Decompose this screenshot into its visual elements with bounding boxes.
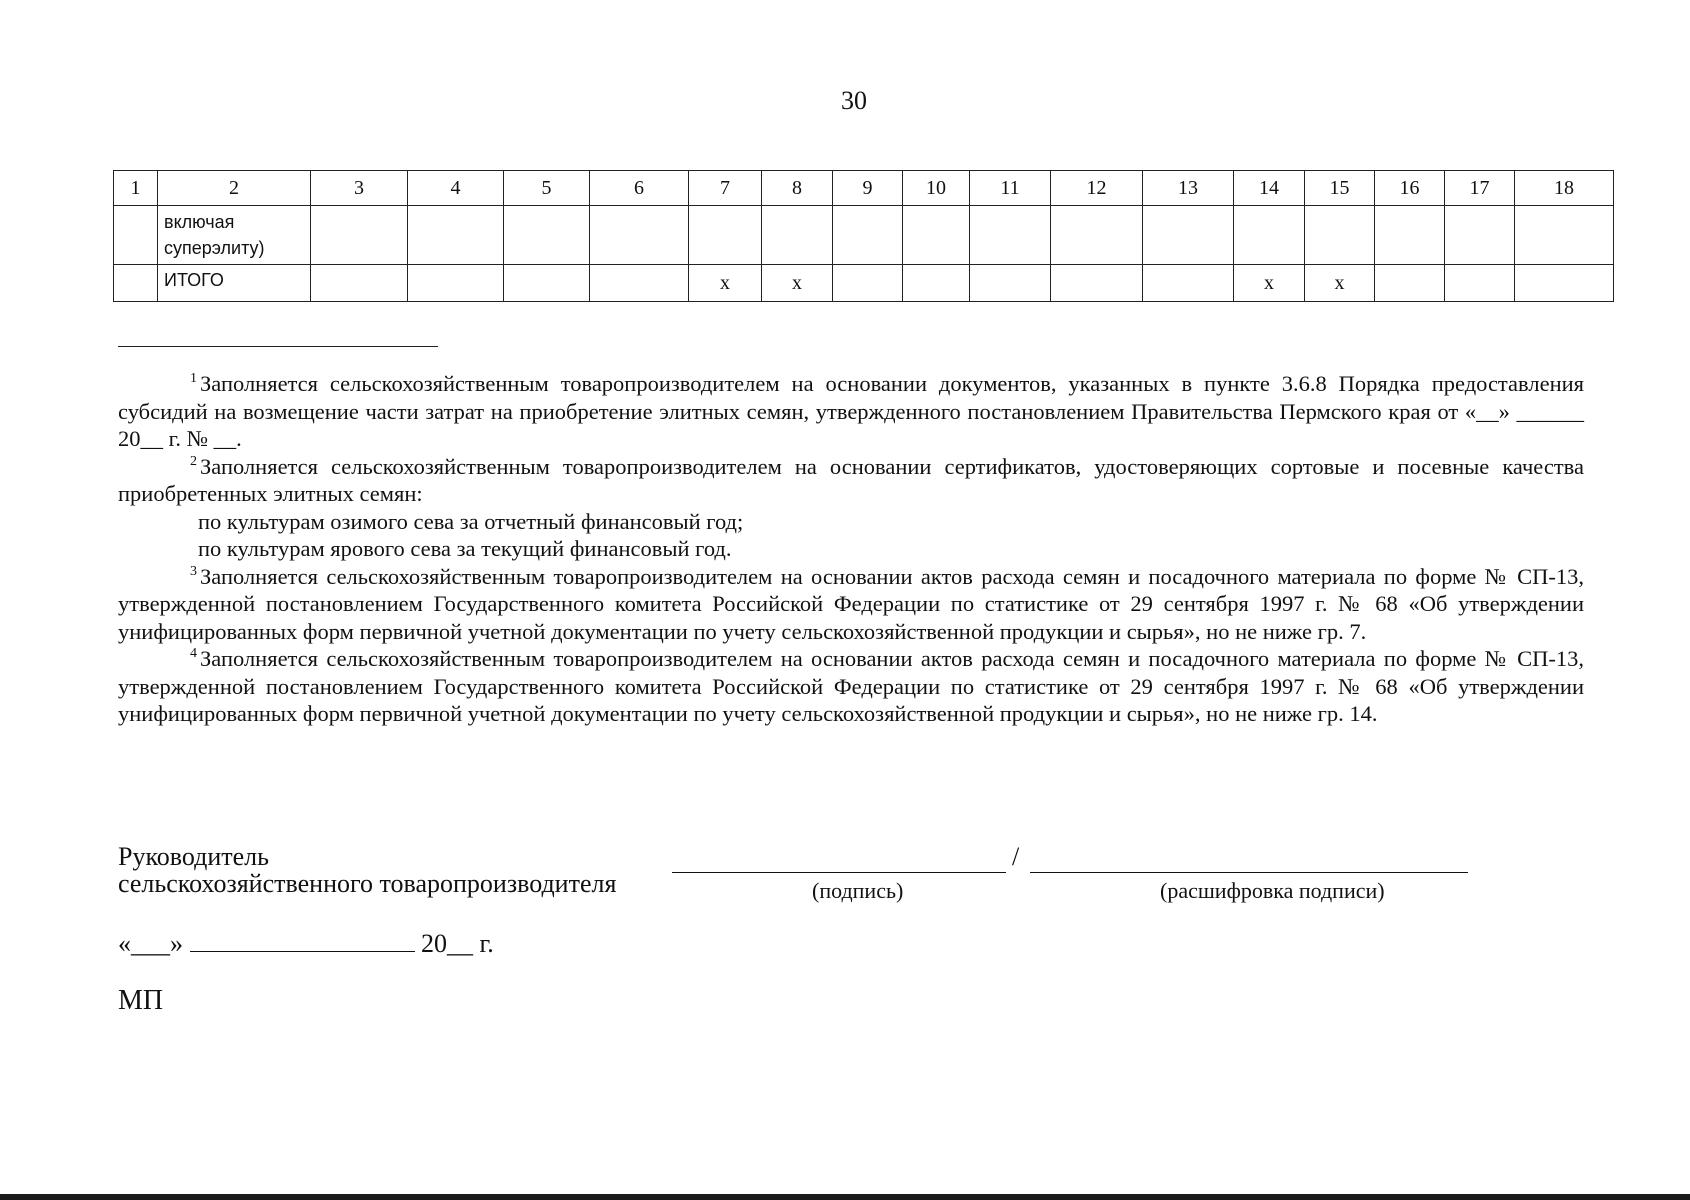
table-cell <box>114 206 158 265</box>
column-number: 1 <box>114 171 158 206</box>
table-cell: x <box>1305 265 1375 302</box>
footnote-marker: 4 <box>190 646 197 661</box>
signatory-title-line1: Руководитель <box>118 842 269 871</box>
table-cell <box>833 206 903 265</box>
table-cell <box>590 206 689 265</box>
table-cell <box>1143 206 1234 265</box>
table-cell <box>1051 206 1143 265</box>
footnote-marker: 3 <box>190 563 197 579</box>
table-cell <box>970 265 1051 302</box>
signature-caption: (подпись) <box>812 878 904 903</box>
footnote-text: Заполняется сельскохозяйственным товаропроизводителем на основании сертификатов, удостоверяющих сортовые и посевные качества приобретенных элитных семян: <box>118 453 1584 506</box>
footnote-marker: 1 <box>190 371 197 386</box>
table-cell <box>903 206 970 265</box>
row-label: включая суперэлиту) <box>158 206 311 265</box>
row-label: ИТОГО <box>158 265 311 302</box>
table-cell <box>311 265 408 302</box>
table-cell <box>408 206 504 265</box>
table-cell: x <box>762 265 833 302</box>
table-cell <box>408 265 504 302</box>
date-line <box>118 927 494 959</box>
footnote-marker: 2 <box>190 453 197 469</box>
column-number: 4 <box>408 171 504 206</box>
scan-bottom-edge <box>0 1194 1690 1200</box>
footnote-separator <box>118 346 438 347</box>
date-month-line <box>190 927 415 952</box>
stamp-place: МП <box>118 985 164 1016</box>
table-row-total <box>114 265 1614 302</box>
column-number: 17 <box>1445 171 1515 206</box>
table-cell <box>1143 265 1234 302</box>
table-cell: x <box>689 265 762 302</box>
column-number: 7 <box>689 171 762 206</box>
footnote-2-item: по культурам ярового сева за текущий финансовый год. <box>198 536 732 561</box>
table-cell <box>1445 206 1515 265</box>
footnote-text: Заполняется сельскохозяйственным товаропроизводителем на основании актов расхода семян и посадочного материала по форме № СП-13, утвержденной постановлением Государственного комитета Российской Федерации по статистике от 29 сентября 1997 г. № 68 «Об утверждении унифицированных форм первичной учетной документации по учету сельскохозяйственной продукции и сырья», но не ниже гр. 14. <box>118 646 1584 726</box>
column-number: 18 <box>1515 171 1614 206</box>
footnote-3 <box>118 563 1584 646</box>
table-row <box>114 206 1614 265</box>
footnotes <box>118 370 1584 728</box>
table-cell <box>590 265 689 302</box>
footnote-text: Заполняется сельскохозяйственным товаропроизводителем на основании актов расхода семян и посадочного материала по форме № СП-13, утвержденной постановлением Государственного комитета Российской Федерации по статистике от 29 сентября 1997 г. № 68 «Об утверждении унифицированных форм первичной учетной документации по учету сельскохозяйственной продукции и сырья», но не ниже гр. 7. <box>118 563 1584 644</box>
date-day: «___» <box>118 929 183 958</box>
table-cell <box>504 206 590 265</box>
column-number: 8 <box>762 171 833 206</box>
column-number: 5 <box>504 171 590 206</box>
table-cell <box>1051 265 1143 302</box>
signature-line <box>672 872 1006 873</box>
table-cell <box>970 206 1051 265</box>
table-cell: x <box>1234 265 1305 302</box>
table-cell <box>1445 265 1515 302</box>
column-number: 6 <box>590 171 689 206</box>
column-number: 12 <box>1051 171 1143 206</box>
column-number: 13 <box>1143 171 1234 206</box>
footnote-2 <box>118 453 1584 508</box>
column-number: 3 <box>311 171 408 206</box>
footnote-text: Заполняется сельскохозяйственным товаропроизводителем на основании документов, указанных в пункте 3.6.8 Порядка предоставления субсидий на возмещение части затрат на приобретение элитных семян, утвержденного постановлением Правительства Пермского края от «__» ______ 20__ г. № __. <box>118 371 1584 451</box>
table-cell <box>1234 206 1305 265</box>
column-number: 15 <box>1305 171 1375 206</box>
footnote-2-item: по культурам озимого сева за отчетный финансовый год; <box>198 508 744 534</box>
signature-block <box>118 843 616 897</box>
column-number: 10 <box>903 171 970 206</box>
table-cell <box>1305 206 1375 265</box>
table-cell <box>114 265 158 302</box>
table-cell <box>689 206 762 265</box>
footnote-4 <box>118 645 1584 728</box>
column-number: 9 <box>833 171 903 206</box>
page-number: 30 <box>841 86 867 115</box>
signature-decode-caption: (расшифровка подписи) <box>1160 878 1385 903</box>
table-cell <box>903 265 970 302</box>
table-cell <box>1515 265 1614 302</box>
date-year: 20__ г. <box>421 929 494 958</box>
table-cell <box>1375 265 1445 302</box>
signature-decode-line <box>1030 872 1468 873</box>
column-number: 2 <box>158 171 311 206</box>
signature-separator: / <box>1012 842 1020 871</box>
signatory-title-line2: сельскохозяйственного товаропроизводителя <box>118 869 617 898</box>
column-number: 11 <box>970 171 1051 206</box>
footnote-1 <box>118 370 1584 453</box>
table-cell <box>1375 206 1445 265</box>
form-table <box>113 170 1614 302</box>
table-cell <box>762 206 833 265</box>
table-cell <box>833 265 903 302</box>
column-number: 14 <box>1234 171 1305 206</box>
table-cell <box>504 265 590 302</box>
table-header-row <box>114 171 1614 206</box>
column-number: 16 <box>1375 171 1445 206</box>
table-cell <box>311 206 408 265</box>
table-cell <box>1515 206 1614 265</box>
